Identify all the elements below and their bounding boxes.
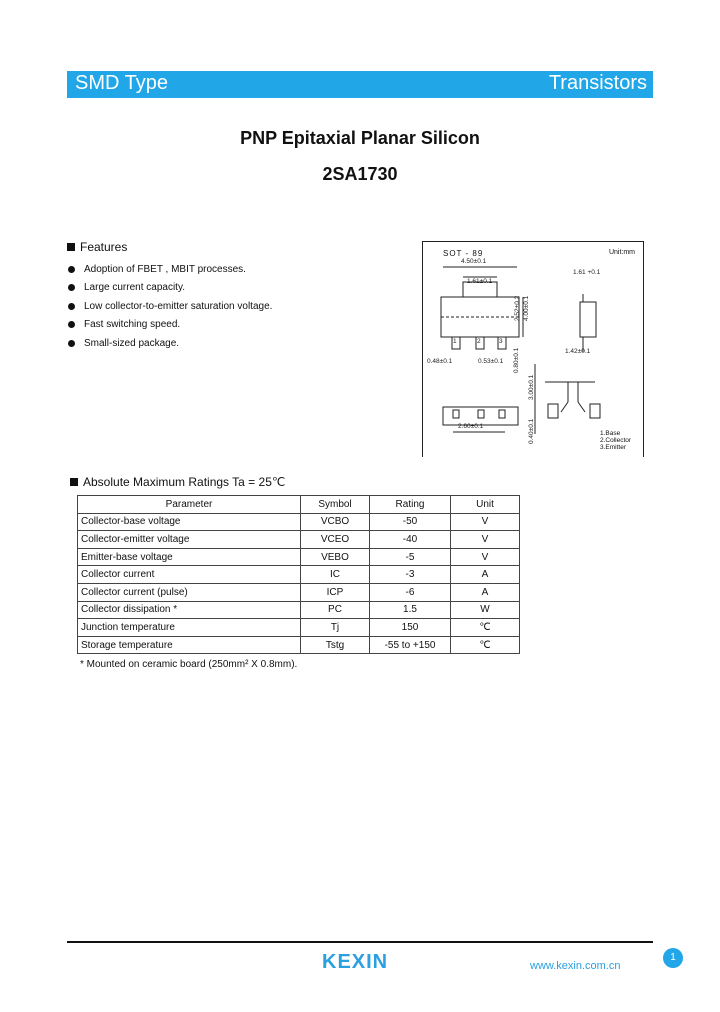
dim-label: 1.61 +0.1 (573, 269, 601, 276)
cell-symbol: Tstg (301, 636, 370, 654)
cell-unit: ℃ (451, 619, 520, 637)
header-right-label: Transistors (548, 72, 647, 94)
ratings-heading-text: Absolute Maximum Ratings Ta = 25℃ (83, 475, 286, 489)
ratings-heading (70, 475, 285, 489)
cell-symbol: VEBO (301, 548, 370, 566)
pin-number: 3 (499, 338, 503, 345)
dim-label: 2.60±0.1 (458, 423, 484, 430)
ratings-table (77, 495, 520, 654)
cell-unit: V (451, 513, 520, 531)
page-number: 1 (663, 948, 683, 968)
doc-title: PNP Epitaxial Planar Silicon (240, 128, 480, 148)
col-header: Parameter (78, 496, 301, 514)
table-row (78, 601, 520, 619)
cell-param: Storage temperature (78, 636, 301, 654)
dim-label: 0.53±0.1 (478, 358, 504, 365)
cell-symbol: ICP (301, 583, 370, 601)
feature-item (67, 279, 397, 298)
square-bullet-icon (70, 478, 78, 486)
dim-label: 1.42±0.1 (565, 348, 591, 355)
cell-unit: W (451, 601, 520, 619)
col-header: Symbol (301, 496, 370, 514)
table-row (78, 548, 520, 566)
dim-label: 2.52±0.2 (514, 295, 521, 321)
cell-param: Collector-emitter voltage (78, 531, 301, 549)
bullet-icon (68, 340, 75, 347)
table-row (78, 513, 520, 531)
cell-param: Collector current (78, 566, 301, 584)
table-row (78, 531, 520, 549)
square-bullet-icon (67, 243, 75, 251)
cell-symbol: VCBO (301, 513, 370, 531)
bullet-icon (68, 284, 75, 291)
col-header: Unit (451, 496, 520, 514)
cell-param: Collector current (pulse) (78, 583, 301, 601)
features-heading-text: Features (80, 240, 128, 254)
cell-param: Collector-base voltage (78, 513, 301, 531)
bullet-icon (68, 321, 75, 328)
cell-unit: A (451, 583, 520, 601)
cell-unit: V (451, 548, 520, 566)
cell-symbol: PC (301, 601, 370, 619)
part-number: 2SA1730 (322, 164, 398, 184)
dim-label: 1.61±0.1 (467, 278, 493, 285)
cell-rating: 1.5 (370, 601, 451, 619)
cell-unit: V (451, 531, 520, 549)
package-unit: Unit:mm (608, 249, 635, 256)
cell-symbol: IC (301, 566, 370, 584)
footer-divider (67, 941, 653, 943)
pin-number: 2 (477, 338, 481, 345)
cell-rating: -6 (370, 583, 451, 601)
table-row (78, 636, 520, 654)
dim-label: 0.40±0.1 (528, 418, 535, 444)
feature-item (67, 297, 397, 316)
header-banner (67, 71, 653, 98)
pin-legend-item: 3.Emitter (600, 444, 627, 451)
features-section (67, 240, 397, 353)
pin-number: 1 (453, 338, 457, 345)
dim-label: 0.48±0.1 (427, 358, 453, 365)
pin-legend (600, 430, 631, 451)
table-header-row (78, 496, 520, 514)
cell-rating: -3 (370, 566, 451, 584)
bullet-icon (68, 266, 75, 273)
feature-item (67, 334, 397, 353)
package-drawing (422, 241, 644, 457)
feature-text: Small-sized package. (84, 337, 180, 349)
cell-param: Collector dissipation * (78, 601, 301, 619)
cell-symbol: Tj (301, 619, 370, 637)
table-row (78, 566, 520, 584)
table-row (78, 619, 520, 637)
header-left-label: SMD Type (75, 72, 168, 94)
footnote: * Mounted on ceramic board (250mm² X 0.8mm). (80, 659, 298, 670)
dim-label: 3.00±0.1 (528, 374, 535, 400)
cell-rating: -50 (370, 513, 451, 531)
feature-text: Low collector-to-emitter saturation voltage. (84, 300, 273, 312)
cell-param: Junction temperature (78, 619, 301, 637)
cell-unit: A (451, 566, 520, 584)
pin-legend-item: 2.Collector (600, 437, 632, 444)
bullet-icon (68, 303, 75, 310)
dim-label: 4.50±0.1 (461, 258, 487, 265)
cell-rating: -40 (370, 531, 451, 549)
cell-rating: 150 (370, 619, 451, 637)
table-row (78, 583, 520, 601)
cell-param: Emitter-base voltage (78, 548, 301, 566)
features-heading (67, 240, 397, 254)
feature-text: Large current capacity. (84, 282, 185, 294)
feature-text: Adoption of FBET , MBIT processes. (84, 263, 246, 275)
website-link[interactable]: www.kexin.com.cn (530, 960, 621, 972)
cell-rating: -5 (370, 548, 451, 566)
cell-unit: ℃ (451, 636, 520, 654)
kexin-logo: KEXIN (322, 951, 389, 973)
pin-legend-item: 1.Base (600, 430, 621, 437)
col-header: Rating (370, 496, 451, 514)
dim-label: 4.00±0.1 (523, 295, 530, 321)
cell-symbol: VCEO (301, 531, 370, 549)
feature-item (67, 260, 397, 279)
cell-rating: -55 to +150 (370, 636, 451, 654)
dim-label: 0.80±0.1 (513, 347, 520, 373)
package-outline-drawing (423, 242, 643, 457)
package-name: SOT - 89 (443, 249, 484, 258)
feature-item (67, 316, 397, 335)
feature-text: Fast switching speed. (84, 319, 181, 331)
